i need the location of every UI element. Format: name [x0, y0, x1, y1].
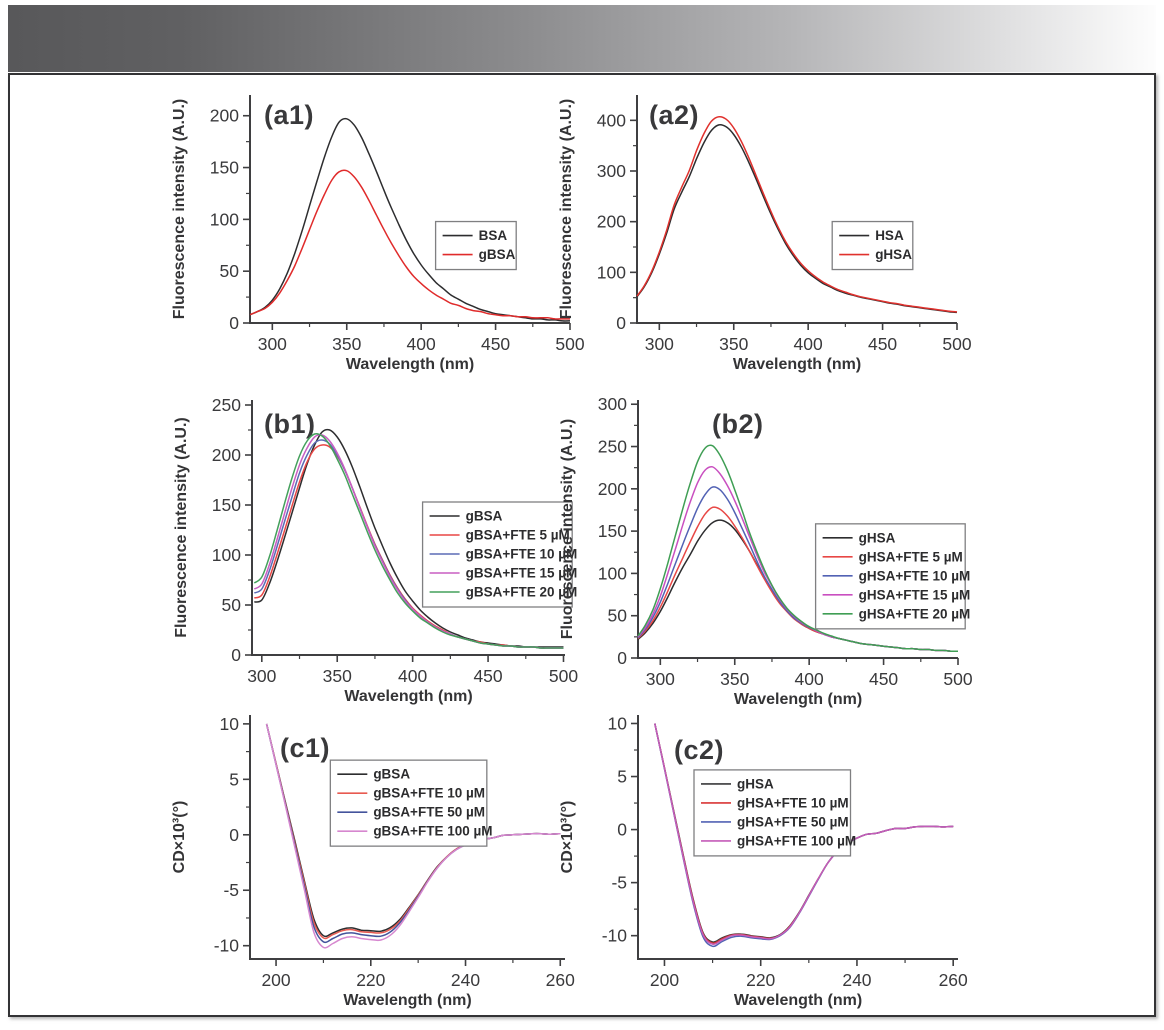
x-tick-label: 300 [247, 666, 277, 686]
y-tick-label: 400 [596, 110, 626, 131]
legend [694, 770, 856, 856]
y-tick-label: 0 [229, 313, 239, 333]
y-tick-label: 150 [597, 521, 627, 542]
legend-item-label: gHSA+FTE 20 µM [858, 606, 971, 622]
legend [816, 524, 971, 629]
x-tick-label: 450 [480, 334, 511, 354]
y-axis-label: Fluorescence intensity (A.U.) [559, 418, 576, 640]
x-tick-label: 450 [867, 334, 898, 354]
chart-svg-a1 [158, 77, 590, 377]
x-tick-label: 300 [645, 669, 675, 689]
x-tick-label: 260 [938, 970, 968, 990]
y-tick-label: 10 [219, 713, 239, 734]
top-gradient-bar [8, 5, 1156, 72]
y-axis-label: Fluorescence intensity (A.U.) [171, 98, 188, 320]
panel-label: (c1) [280, 733, 331, 763]
x-axis-label: Wavelength (nm) [733, 691, 863, 708]
series-bsa [250, 119, 570, 321]
y-tick-label: 0 [616, 313, 626, 333]
y-tick-label: -10 [213, 935, 239, 956]
x-axis-label: Wavelength (nm) [343, 992, 472, 1009]
y-tick-label: 100 [211, 545, 241, 565]
y-tick-label: 5 [229, 769, 239, 790]
legend [436, 222, 517, 270]
legend-item-label: BSA [478, 228, 508, 244]
x-tick-label: 400 [794, 669, 824, 689]
x-axis-label: Wavelength (nm) [733, 992, 863, 1009]
panel-b2-chart [546, 382, 978, 717]
y-tick-label: 0 [617, 819, 627, 840]
y-tick-label: 50 [219, 261, 239, 282]
panel-c1-chart [158, 697, 585, 1018]
legend-item-label: gBSA [465, 508, 503, 524]
y-tick-label: 200 [211, 445, 241, 465]
y-tick-label: 150 [211, 495, 241, 515]
y-axis-label: CD×10³(°) [171, 800, 188, 874]
y-tick-label: 50 [607, 605, 627, 626]
legend-item-label: gHSA [875, 247, 912, 263]
x-tick-label: 500 [555, 334, 585, 354]
legend-item-label: gBSA+FTE 10 µM [373, 785, 485, 801]
panel-c2-chart [546, 697, 978, 1018]
y-tick-label: 50 [221, 595, 241, 615]
y-tick-label: 200 [209, 105, 239, 126]
x-tick-label: 400 [793, 334, 823, 354]
legend-item-label: gHSA+FTE 15 µM [858, 587, 971, 603]
chart-svg-b1 [160, 382, 585, 709]
panel-a1-chart [158, 77, 590, 382]
legend-item-label: gHSA [737, 776, 774, 792]
x-tick-label: 450 [868, 669, 899, 689]
legend-item-label: gBSA+FTE 50 µM [373, 804, 485, 820]
x-tick-label: 400 [398, 666, 428, 686]
legend-item-label: gBSA+FTE 5 µM [465, 527, 570, 543]
x-tick-label: 350 [719, 334, 749, 354]
legend-item-label: gBSA+FTE 100 µM [373, 823, 493, 839]
y-tick-label: 0 [617, 648, 627, 668]
panel-label: (c2) [674, 735, 725, 765]
legend-item-label: gBSA [373, 766, 411, 782]
legend-item-label: gBSA+FTE 10 µM [465, 546, 578, 562]
y-tick-label: 0 [231, 645, 241, 665]
x-tick-label: 220 [746, 970, 776, 990]
y-tick-label: 100 [597, 563, 627, 584]
panel-label: (a2) [649, 100, 700, 130]
x-axis-label: Wavelength (nm) [732, 356, 862, 373]
y-tick-label: 200 [596, 211, 626, 232]
x-axis-label: Wavelength (nm) [345, 356, 475, 373]
legend-item-label: gHSA+FTE 50 µM [737, 814, 849, 830]
y-axis-label: Fluorescence intensity (A.U.) [558, 98, 575, 320]
chart-svg-a2 [545, 77, 977, 377]
x-tick-label: 200 [261, 970, 291, 990]
y-tick-label: 0 [229, 824, 239, 845]
x-tick-label: 350 [332, 334, 362, 354]
legend-item-label: gHSA+FTE 5 µM [858, 549, 963, 565]
y-tick-label: 100 [596, 262, 626, 283]
legend [330, 760, 492, 846]
panel-label: (b1) [264, 409, 316, 439]
legend [832, 222, 913, 270]
x-tick-label: 350 [322, 666, 352, 686]
y-tick-label: 10 [607, 713, 627, 734]
x-tick-label: 240 [842, 970, 872, 990]
series-hsa [637, 125, 957, 313]
legend-item-label: gBSA+FTE 15 µM [465, 565, 578, 581]
y-tick-label: 100 [209, 209, 239, 230]
x-tick-label: 350 [720, 669, 750, 689]
y-tick-label: 200 [597, 478, 627, 499]
y-tick-label: 300 [597, 394, 627, 415]
x-tick-label: 450 [473, 666, 503, 686]
x-tick-label: 260 [545, 970, 575, 990]
x-tick-label: 500 [548, 666, 579, 686]
x-tick-label: 200 [649, 970, 680, 990]
panel-a2-chart [545, 77, 977, 382]
x-tick-label: 220 [356, 970, 386, 990]
legend-item-label: gBSA+FTE 20 µM [465, 584, 578, 600]
y-tick-label: -10 [601, 925, 627, 946]
y-tick-label: -5 [223, 880, 239, 901]
y-axis-label: Fluorescence intensity (A.U.) [173, 417, 190, 638]
x-tick-label: 400 [406, 334, 436, 354]
x-tick-label: 500 [943, 669, 973, 689]
legend-item-label: gHSA+FTE 10 µM [858, 568, 971, 584]
panel-b1-chart [160, 382, 585, 714]
x-tick-label: 500 [942, 334, 972, 354]
panel-label: (a1) [264, 100, 315, 130]
chart-svg-c2 [546, 697, 978, 1013]
x-axis-label: Wavelength (nm) [344, 688, 473, 705]
chart-svg-c1 [158, 697, 585, 1013]
legend-item-label: gHSA [858, 530, 896, 546]
x-tick-label: 240 [450, 970, 481, 990]
y-tick-label: 250 [211, 395, 241, 415]
x-tick-label: 300 [257, 334, 287, 354]
chart-svg-b2 [546, 382, 978, 712]
legend-item-label: HSA [875, 228, 904, 244]
legend-item-label: gHSA+FTE 100 µM [737, 833, 857, 849]
legend-item-label: gBSA [478, 247, 516, 263]
x-tick-label: 300 [644, 334, 674, 354]
y-axis-label: CD×10³(°) [559, 800, 576, 874]
y-tick-label: 300 [596, 161, 626, 181]
y-tick-label: -5 [611, 872, 627, 893]
y-tick-label: 250 [597, 436, 627, 457]
panel-label: (b2) [712, 409, 764, 439]
y-tick-label: 150 [209, 157, 239, 178]
y-tick-label: 5 [617, 766, 627, 787]
legend-item-label: gHSA+FTE 10 µM [737, 795, 849, 811]
series-ghsa [637, 117, 957, 312]
